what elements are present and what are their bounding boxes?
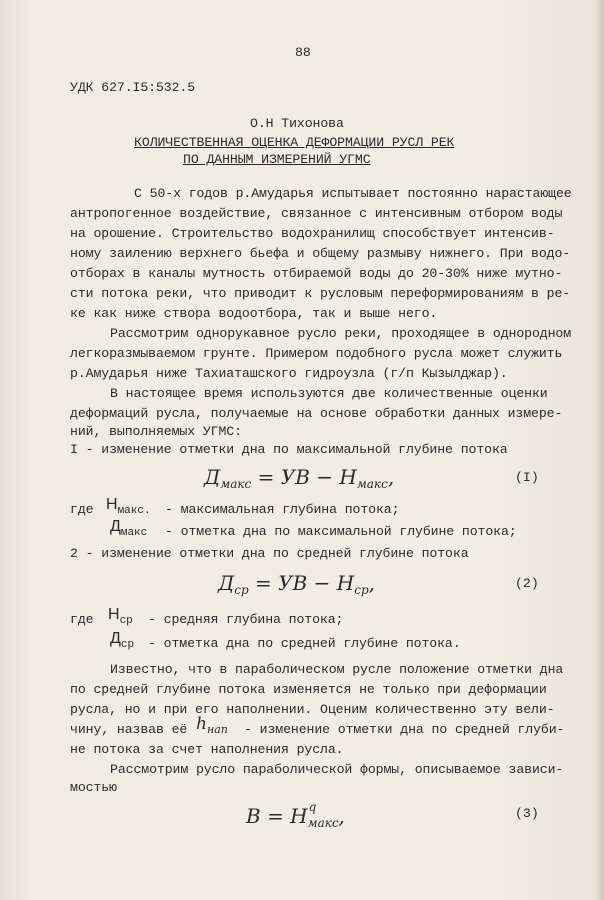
eq2-rhs: = УВ − H [255, 571, 355, 595]
paragraph-3-line-2: деформаций русла, получаемые на основе обработки данных измере- [70, 406, 563, 421]
paragraph-2-line-1: Рассмотрим однорукавное русло реки, проходящее в однородном [110, 326, 572, 341]
eq2-lhs-sub: ср [234, 583, 249, 597]
page-edge-shadow [594, 0, 604, 900]
paragraph-3-line-1: В настоящее время используются две количественные оценки [110, 386, 548, 401]
where-3-word: где [70, 612, 94, 627]
paragraph-1-line-6: сти потока реки, что приводит к русловым переформированиям в ре- [70, 286, 571, 301]
where-1-word: где [70, 502, 94, 517]
paragraph-4-line-1: Известно, что в параболическом русле положение отметки дна [110, 662, 564, 677]
eq2-rhs-sub: ср [354, 583, 369, 597]
where-1-symbol [106, 496, 151, 517]
where-4-text: - отметка дна по средней глубине потока. [148, 636, 461, 651]
where-3-symbol-main: H [108, 606, 120, 623]
eq3-rhs-sup: q [308, 800, 317, 814]
where-1-text: - максимальная глубина потока; [165, 502, 400, 517]
where-1-symbol-sub: макс. [117, 505, 151, 517]
paragraph-4-line-2: по средней глубине потока изменяется не только при деформации [70, 682, 547, 697]
where-2-symbol-sub: макс [120, 527, 148, 539]
h-nap-symbol [196, 714, 228, 736]
author-name: О.Н Тихонова [250, 116, 344, 131]
h-nap-sub: нап [206, 723, 228, 736]
where-2-text: - отметка дна по максимальной глубине потока; [165, 524, 517, 539]
where-3-symbol [108, 606, 133, 627]
page-number: 88 [295, 45, 311, 60]
paragraph-4-line-4b: - изменение отметки дна по средней глуби- [244, 722, 565, 737]
equation-1 [204, 465, 394, 491]
paragraph-5-line-2: мостью [70, 780, 117, 795]
where-4-symbol-sub: ср [120, 639, 135, 651]
eq1-tail: , [387, 465, 395, 489]
paragraph-1-line-5: отборах в каналы мутность отбираемой воды до 20-30% ниже мутно- [70, 266, 563, 281]
paragraph-1-line-4: ному заилению верхнего бьефа и общему размыву нижнего. При водо- [70, 246, 571, 261]
h-nap-main: h [196, 714, 207, 734]
equation-3 [246, 800, 345, 830]
equation-2 [218, 571, 375, 597]
paragraph-2-line-3: р.Амударья ниже Тахиаташского гидроузла (г/п Кызылджар). [70, 366, 508, 381]
where-2-symbol [110, 518, 147, 539]
eq1-lhs-sub: макс [220, 477, 252, 491]
where-1-symbol-main: H [106, 496, 118, 513]
eq3-tail: , [338, 804, 345, 828]
paragraph-2-line-2: легкоразмываемом грунте. Примером подобного русла может служить [70, 346, 563, 361]
udk-code: УДК 627.I5:532.5 [70, 80, 196, 95]
where-4-symbol-main: Д [110, 630, 121, 647]
paragraph-4-line-5: не потока за счет наполнения русла. [70, 742, 344, 757]
where-3-text: - средняя глубина потока; [148, 612, 344, 627]
paragraph-1-line-3: на орошение. Строительство водохранилищ способствует интенсив- [70, 226, 555, 241]
eq2-lhs: Д [218, 571, 235, 595]
paragraph-4-line-4a: чину, назвав её [70, 722, 188, 737]
where-2-symbol-main: Д [110, 518, 121, 535]
eq1-lhs: Д [204, 465, 221, 489]
eq3-rhs: = H [267, 804, 308, 828]
eq3-rhs-sub: макс [307, 816, 339, 830]
where-4-symbol [110, 630, 134, 651]
eq2-tail: , [368, 571, 375, 595]
where-3-symbol-sub: ср [119, 615, 133, 627]
paragraph-4-line-3: русла, но и при его наполнении. Оценим количественно эту вели- [70, 702, 555, 717]
paragraph-1-line-1: С 50-х годов р.Амударья испытывает постоянно нарастающее [134, 186, 572, 201]
paragraph-1-line-7: ке как ниже створа водоотбора, так и выше него. [70, 306, 438, 321]
article-title-line-1: КОЛИЧЕСТВЕННАЯ ОЦЕНКА ДЕФОРМАЦИИ РУСЛ РЕК [134, 135, 455, 150]
eq3-lhs: B [246, 804, 261, 828]
paragraph-3-line-3: ний, выполняемых УГМС: [70, 424, 242, 439]
eq1-rhs-sub: макс [356, 477, 388, 491]
paragraph-1-line-2: антропогенное воздействие, связанное с интенсивным отбором воды [70, 206, 563, 221]
list-item-2: 2 - изменение отметки дна по средней глубине потока [70, 546, 469, 561]
equation-2-number: (2) [515, 576, 539, 591]
equation-1-number: (I) [515, 470, 539, 485]
paragraph-5-line-1: Рассмотрим русло параболической формы, описываемое зависи- [110, 762, 564, 777]
list-item-1: I - изменение отметки дна по максимальной глубине потока [70, 442, 508, 457]
article-title-line-2: ПО ДАННЫМ ИЗМЕРЕНИЙ УГМС [183, 152, 371, 167]
eq1-rhs: = УВ − H [257, 465, 357, 489]
equation-3-number: (3) [515, 806, 539, 821]
